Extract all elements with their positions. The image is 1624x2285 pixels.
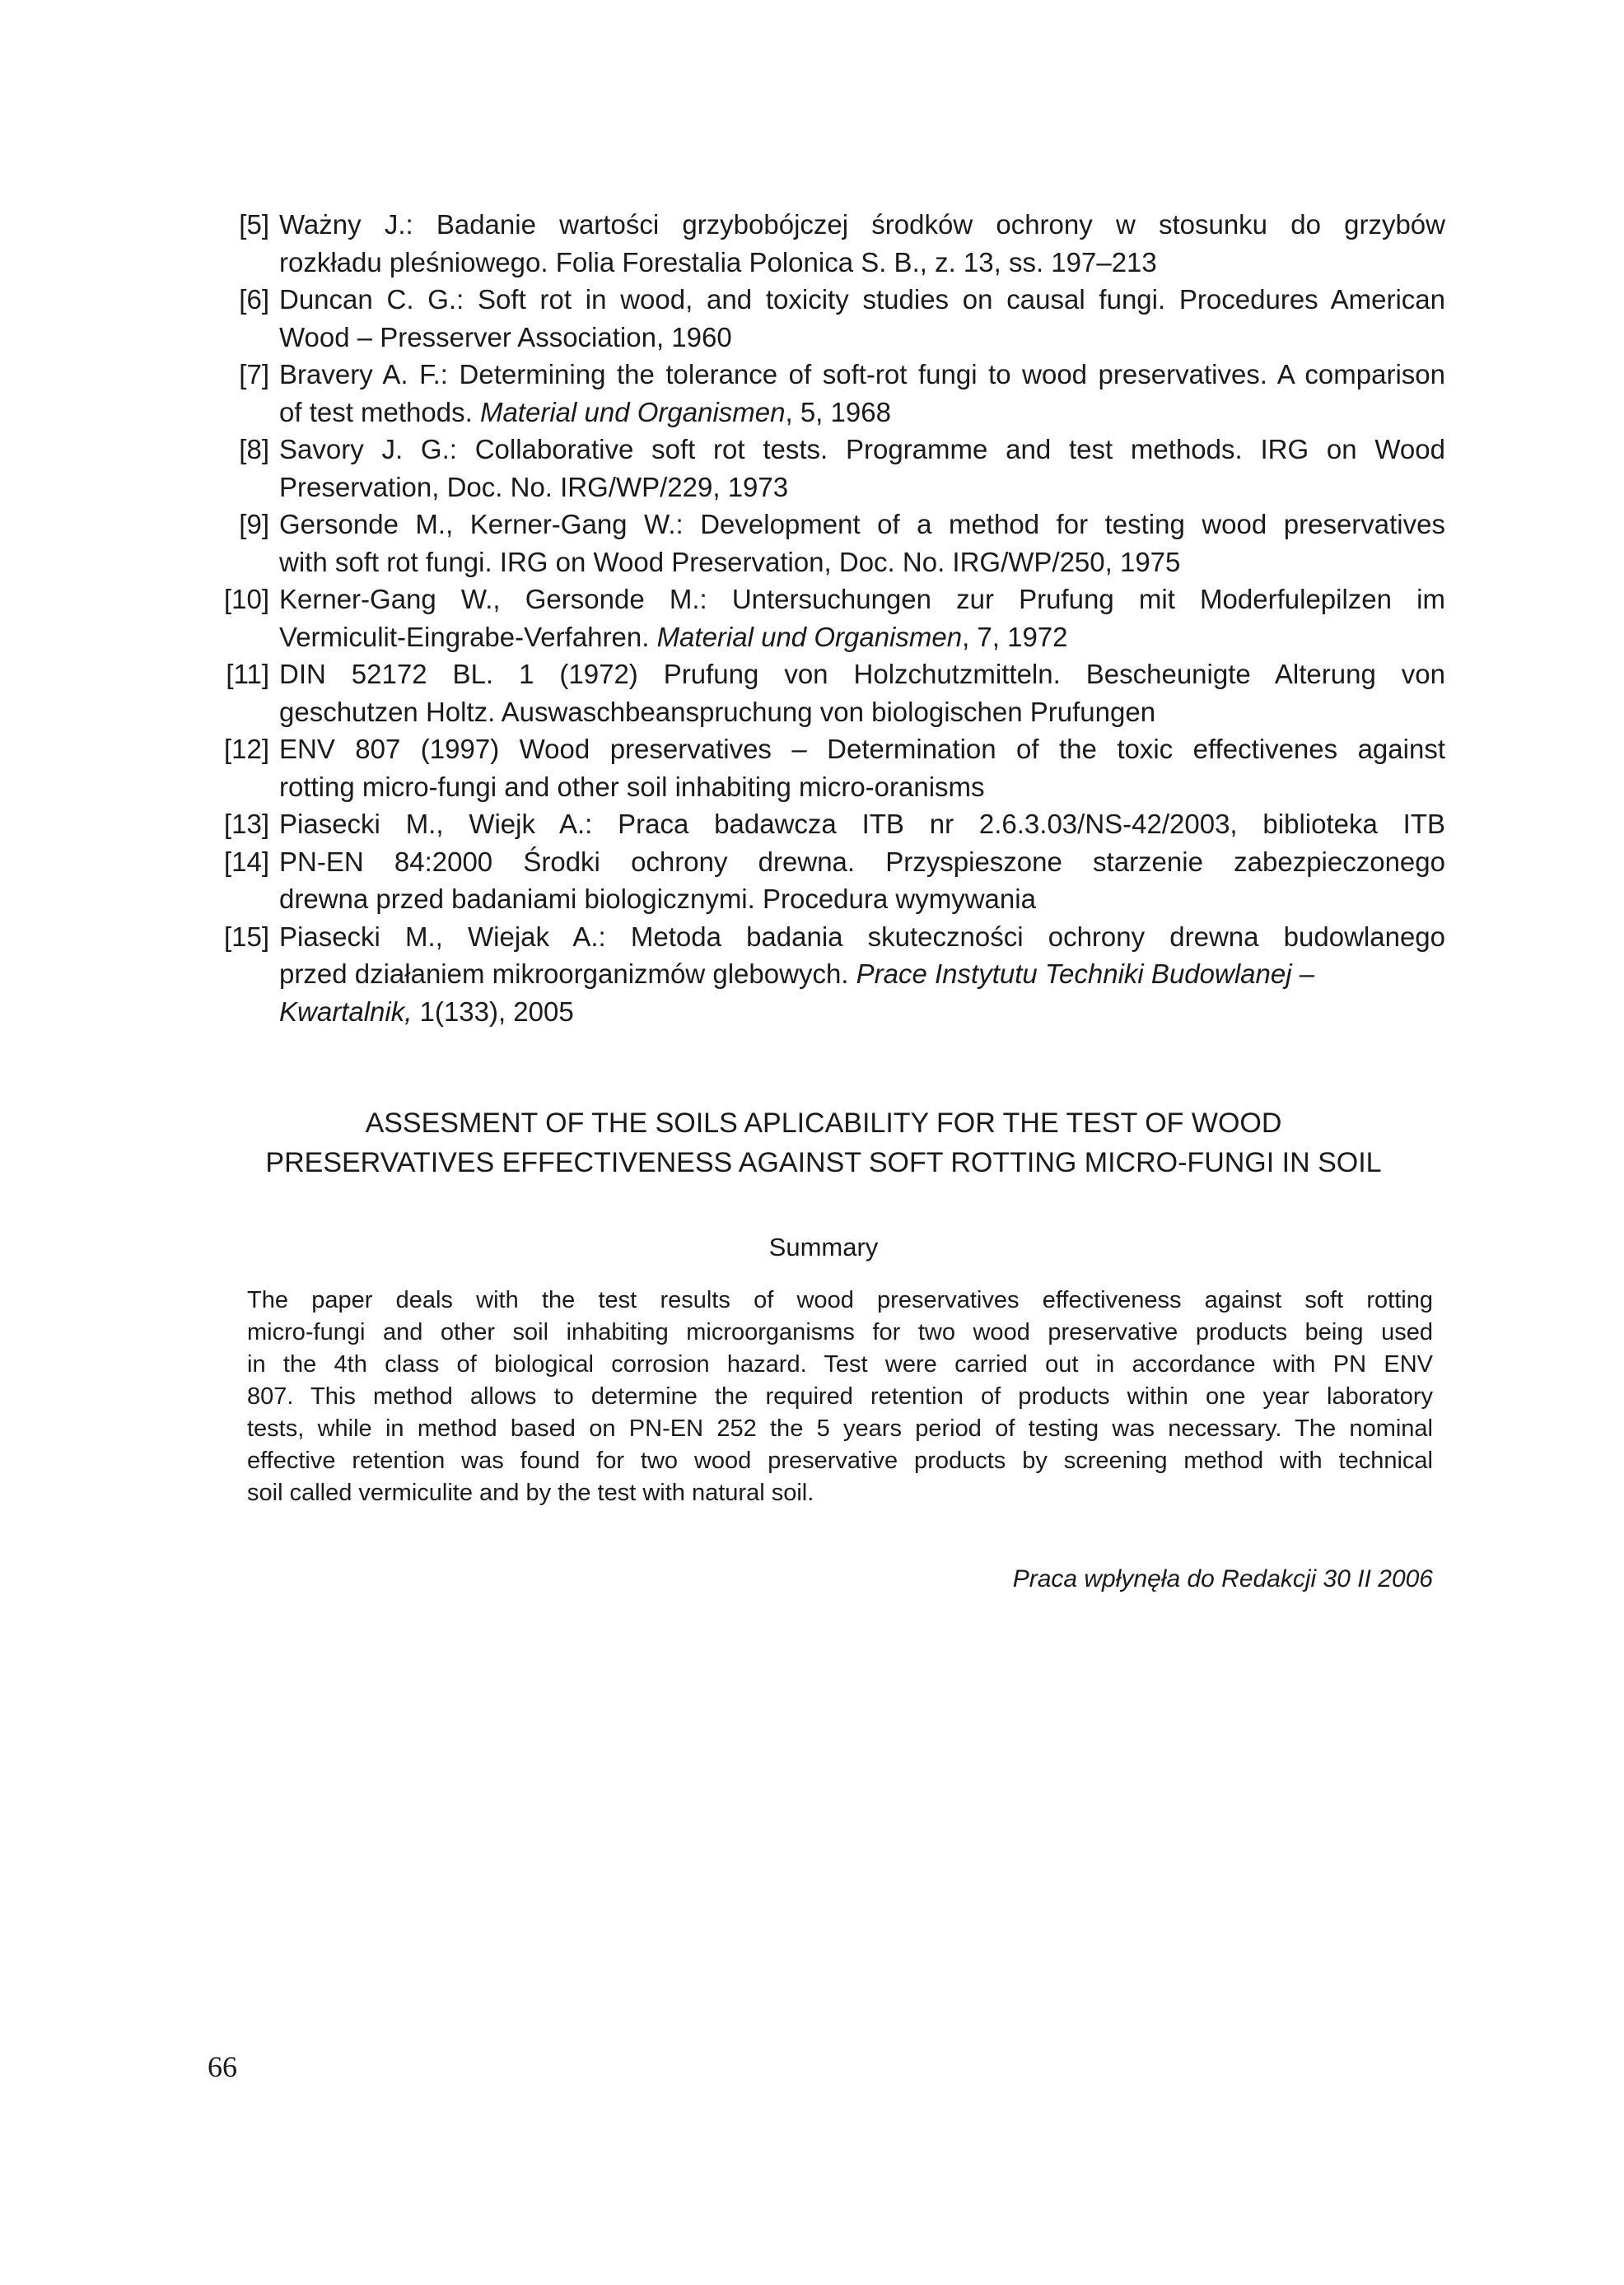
reference-number: [8] <box>239 434 269 464</box>
reference-item <box>210 506 1445 581</box>
reference-item <box>210 655 1445 730</box>
reference-number: [14] <box>223 846 269 877</box>
reference-number: [12] <box>223 734 269 764</box>
reference-text: Savory J. G.: Collaborative soft rot tests. Programme and test methods. IRG on Wood Preservation, Doc. No. IRG/WP/229, 1973 <box>279 434 1445 502</box>
reference-number: [13] <box>223 809 269 839</box>
journal-title: Material und Organismen <box>479 396 786 427</box>
reference-number: [10] <box>223 584 269 614</box>
reference-text: ENV 807 (1997) Wood preservatives – Determination of the toxic effectivenes against rotting micro-fungi and other soil inhabiting micro-oranisms <box>279 734 1445 802</box>
reference-item <box>210 356 1445 431</box>
reference-text: Ważny J.: Badanie wartości grzybobójczej środków ochrony w stosunku do grzybów rozkładu pleśniowego. Folia Forestalia Polonica S. B., z. 13, ss. 197–213 <box>279 209 1445 277</box>
reference-text: Piasecki M., Wiejk A.: Praca badawcza ITB nr 2.6.3.03/NS-42/2003, biblioteka ITB <box>279 809 1445 839</box>
page-number: 66 <box>208 2050 237 2083</box>
paper-title: ASSESMENT OF THE SOILS APLICABILITY FOR THE TEST OF WOOD PRESERVATIVES EFFECTIVENESS AGAINST SOFT ROTTING MICRO-FUNGI IN SOIL <box>265 1108 1382 1178</box>
reference-text: Kerner-Gang W., Gersonde M.: Untersuchungen zur Prufung mit Moderfulepilzen im Vermiculit-Eingrabe-Verfahren. Material und Organismen, 7, 1972 <box>279 584 1445 652</box>
reference-text: Gersonde M., Kerner-Gang W.: Development of a method for testing wood preservatives with soft rot fungi. IRG on Wood Preservation, Doc. No. IRG/WP/250, 1975 <box>279 509 1445 577</box>
reference-text: Duncan C. G.: Soft rot in wood, and toxicity studies on causal fungi. Procedures American Wood – Presserver Association, 1960 <box>279 284 1445 352</box>
reference-number: [7] <box>239 359 269 389</box>
journal-title: Prace Instytutu Techniki Budowlanej – <box>856 958 1315 989</box>
reference-number: [5] <box>239 209 269 240</box>
summary-text: The paper deals with the test results of wood preservatives effectiveness against soft rotting micro-fungi and other soil inhabiting microorganisms for two wood preservative products being used in the 4th class of biological corrosion hazard. Test were carried out in accordance with PN ENV 807. This method allows to determine the required retention of products within one year laboratory tests, while in method based on PN-EN 252 the 5 years period of testing was necessary. The nominal effective retention was found for two wood preservative products by screening method with technical soil called vermiculite and by the test with natural soil. <box>247 1287 1433 1506</box>
journal-title: Kwartalnik, <box>279 996 413 1027</box>
reference-number: [15] <box>223 921 269 952</box>
reference-item <box>210 805 1445 843</box>
reference-number: [6] <box>239 284 269 315</box>
received-note: Praca wpłynęła do Redakcji 30 II 2006 <box>1012 1565 1433 1593</box>
reference-text: Bravery A. F.: Determining the tolerance of soft-rot fungi to wood preservatives. A comparison of test methods. Material und Organismen, 5, 1968 <box>279 359 1445 427</box>
reference-text: PN-EN 84:2000 Środki ochrony drewna. Przyspieszone starzenie zabezpieczonego drewna przed badaniami biologicznymi. Procedura wymywania <box>279 846 1445 914</box>
journal-title: Material und Organismen <box>656 621 963 652</box>
summary-heading: Summary <box>768 1233 879 1261</box>
reference-text: DIN 52172 BL. 1 (1972) Prufung von Holzchutzmitteln. Bescheunigte Alterung von geschutzen Holtz. Auswaschbeanspruchung von biologischen Prufungen <box>279 659 1445 727</box>
reference-text: Piasecki M., Wiejak A.: Metoda badania skuteczności ochrony drewna budowlanego przed działaniem mikroorganizmów glebowych. Prace Instytutu Techniki Budowlanej – Kwartalnik, 1(133), 2005 <box>279 921 1445 1027</box>
reference-item <box>210 843 1445 918</box>
reference-item <box>210 206 1445 281</box>
reference-item <box>210 431 1445 506</box>
reference-item <box>210 730 1445 805</box>
reference-list <box>210 206 1445 1030</box>
reference-number: [11] <box>226 659 269 689</box>
reference-item <box>210 918 1445 1031</box>
reference-number: [9] <box>239 509 269 539</box>
reference-item <box>210 281 1445 356</box>
reference-item <box>210 581 1445 655</box>
